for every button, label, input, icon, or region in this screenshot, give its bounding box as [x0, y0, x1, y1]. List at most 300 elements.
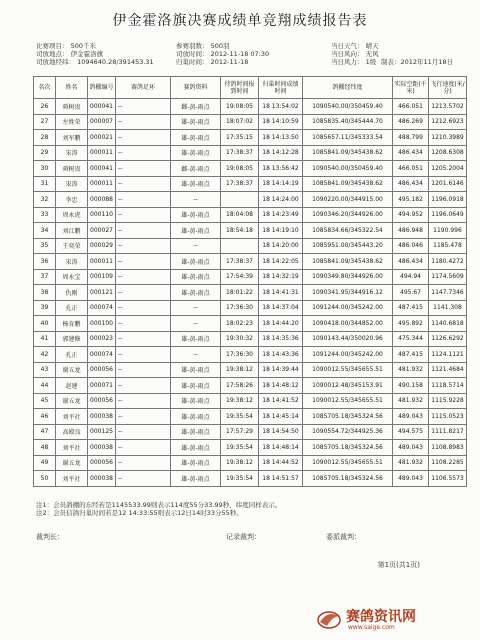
cell-rank: 35: [34, 238, 56, 254]
cell-arrival-time: 18 14:19:10: [259, 223, 303, 239]
cell-arrival-time: 18 14:39:44: [259, 362, 303, 378]
cell-loft-id: 000056: [88, 393, 116, 409]
cell-arrival-time: 18 14:23:49: [259, 207, 303, 223]
cell-report-time: 17:38:37: [221, 254, 259, 270]
cell-ring: --: [116, 440, 171, 456]
cell-bird-info: --: [171, 192, 221, 208]
cell-coords: 1085705.18/345324.56: [303, 471, 393, 487]
cell-bird-info: 雄-黄-雨点: [171, 455, 221, 471]
table-row: [34, 362, 467, 378]
cell-distance: 481.932: [393, 455, 429, 471]
cell-coords: 1090418.00/344852.00: [303, 316, 393, 332]
race-release-time: 司放时间： 2012-11-18 07:30: [176, 50, 270, 58]
cell-distance: 466.051: [393, 99, 429, 115]
cell-coords: 1090346.20/344926.00: [303, 207, 393, 223]
cell-bird-info: 雄-黄-雨点: [171, 223, 221, 239]
cell-name: 谢五龙: [56, 362, 88, 378]
cell-arrival-time: 18 14:24:00: [259, 192, 303, 208]
cell-rank: 31: [34, 176, 56, 192]
table-row: [34, 440, 467, 456]
report-title: 伊金霍洛旗决赛成绩单竞翔成绩报告表: [112, 13, 368, 29]
cell-speed: 1118.5714: [429, 378, 467, 394]
cell-report-time: 19:35:54: [221, 471, 259, 487]
cell-name: 刘江鹏: [56, 223, 88, 239]
cell-name: 赵建: [56, 378, 88, 394]
cell-name: 左姓荣: [56, 114, 88, 130]
cell-bird-info: 雌-黄-雨点: [171, 161, 221, 177]
cell-report-time: 17:38:37: [221, 145, 259, 161]
cell-bird-info: 雄-黄-雨点: [171, 362, 221, 378]
committee-label: 委派裁判：: [326, 533, 361, 541]
cell-ring: --: [116, 285, 171, 301]
cell-name: 王奕荣: [56, 238, 88, 254]
cell-speed: 1174.5609: [429, 269, 467, 285]
cell-name: 宋涛: [56, 145, 88, 161]
cell-ring: --: [116, 378, 171, 394]
cell-ring: --: [116, 455, 171, 471]
cell-arrival-time: 18 14:54:50: [259, 424, 303, 440]
cell-ring: --: [116, 362, 171, 378]
cell-rank: 42: [34, 347, 56, 363]
cell-coords: 1091244.00/345242.00: [303, 347, 393, 363]
cell-coords: 1085841.09/345438.62: [303, 145, 393, 161]
cell-bird-info: 雄-黄-雨点: [171, 393, 221, 409]
cell-rank: 47: [34, 424, 56, 440]
cell-name: 孔正: [56, 300, 88, 316]
cell-bird-info: 雄-黄-雨点: [171, 331, 221, 347]
watermark-name: 赛鸽资讯网: [346, 609, 416, 625]
cell-loft-id: 000121: [88, 285, 116, 301]
cell-name: 刘平社: [56, 440, 88, 456]
cell-name: 宋涛: [56, 254, 88, 270]
table-row: [34, 192, 467, 208]
table-row: [34, 269, 467, 285]
cell-rank: 29: [34, 145, 56, 161]
cell-speed: 1140.6818: [429, 316, 467, 332]
cell-arrival-time: 18 14:20:00: [259, 238, 303, 254]
cell-distance: 487.415: [393, 347, 429, 363]
cell-speed: 1208.6308: [429, 145, 467, 161]
cell-coords: 1090220.00/344915.00: [303, 192, 393, 208]
cell-coords: 1090554.72/344925.36: [303, 424, 393, 440]
cell-speed: 1205.2004: [429, 161, 467, 177]
table-row: [34, 99, 467, 115]
cell-rank: 46: [34, 409, 56, 425]
cell-speed: 1121.4684: [429, 362, 467, 378]
header-ring: 赛鸽足环: [116, 77, 171, 99]
cell-distance: 488.799: [393, 130, 429, 146]
cell-name: 高殿良: [56, 424, 88, 440]
cell-arrival-time: 18 14:44:52: [259, 455, 303, 471]
cell-ring: --: [116, 192, 171, 208]
cell-loft-id: 000029: [88, 238, 116, 254]
cell-arrival-time: 18 14:22:05: [259, 254, 303, 270]
cell-ring: --: [116, 223, 171, 239]
cell-distance: 486.269: [393, 114, 429, 130]
cell-report-time: 17:57:29: [221, 424, 259, 440]
cell-rank: 26: [34, 99, 56, 115]
race-loft: 司放地点： 伊金霍洛旗: [36, 50, 104, 58]
cell-report-time: 19:30:32: [221, 331, 259, 347]
cell-bird-info: 雌-黄-雨点: [171, 99, 221, 115]
cell-distance: 495.892: [393, 316, 429, 332]
cell-coords: 1090540.00/350459.40: [303, 161, 393, 177]
cell-report-time: 18:04:08: [221, 207, 259, 223]
cell-speed: 1111.8217: [429, 424, 467, 440]
cell-arrival-time: 18 13:56:42: [259, 161, 303, 177]
cell-report-time: 17:58:26: [221, 378, 259, 394]
table-row: [34, 285, 467, 301]
cell-name: 郭建修: [56, 331, 88, 347]
header-report-time: 待鸽时间报到时间: [221, 77, 259, 99]
header-speed: 飞行速度(米/分): [429, 77, 467, 99]
cell-arrival-time: 18 14:51:57: [259, 471, 303, 487]
table-row: [34, 378, 467, 394]
cell-speed: 1213.5702: [429, 99, 467, 115]
table-row: [34, 393, 467, 409]
table-header: [34, 77, 467, 99]
cell-loft-id: 000100: [88, 316, 116, 332]
cell-name: 舜树贵: [56, 161, 88, 177]
cell-distance: 486.434: [393, 176, 429, 192]
cell-distance: 475.344: [393, 331, 429, 347]
cell-loft-id: 000007: [88, 114, 116, 130]
cell-loft-id: 000041: [88, 99, 116, 115]
race-wind-force: 当日风力： 1级: [331, 58, 377, 66]
table-row: [34, 161, 467, 177]
cell-bird-info: --: [171, 316, 221, 332]
header-rank: 名次: [34, 77, 56, 99]
table-row: [34, 238, 467, 254]
cell-rank: 32: [34, 192, 56, 208]
results-body: [34, 99, 467, 487]
cell-bird-info: 雄-黄-雨点: [171, 269, 221, 285]
cell-report-time: 18:54:18: [221, 223, 259, 239]
cell-coords: 1085835.40/345444.70: [303, 114, 393, 130]
cell-speed: 1190.996: [429, 223, 467, 239]
cell-report-time: 17:54:39: [221, 269, 259, 285]
cell-ring: --: [116, 471, 171, 487]
cell-ring: --: [116, 207, 171, 223]
cell-arrival-time: 18 14:44:20: [259, 316, 303, 332]
table-row: [34, 176, 467, 192]
race-coords: 司放地经纬： 1094640.28/391453.31: [36, 58, 154, 66]
table-row: [34, 471, 467, 487]
cell-report-time: 17:38:37: [221, 176, 259, 192]
cell-arrival-time: 18 14:32:19: [259, 269, 303, 285]
cell-bird-info: 雄-黄-雨点: [171, 440, 221, 456]
table-row: [34, 409, 467, 425]
cell-ring: --: [116, 269, 171, 285]
header-coords: 鸽棚经纬度: [303, 77, 393, 99]
cell-arrival-time: 18 14:41:31: [259, 285, 303, 301]
cell-name: 谢五龙: [56, 393, 88, 409]
cell-name: 李忠: [56, 192, 88, 208]
cell-report-time: [221, 192, 259, 208]
cell-loft-id: 000074: [88, 300, 116, 316]
cell-speed: 1108.8983: [429, 440, 467, 456]
watermark: [316, 606, 466, 634]
cell-rank: 27: [34, 114, 56, 130]
cell-rank: 39: [34, 300, 56, 316]
cell-report-time: 19:35:54: [221, 409, 259, 425]
cell-ring: --: [116, 145, 171, 161]
cell-distance: 486.434: [393, 254, 429, 270]
cell-speed: 1196.0918: [429, 192, 467, 208]
cell-distance: 481.932: [393, 393, 429, 409]
cell-speed: 1212.6923: [429, 114, 467, 130]
cell-distance: 466.051: [393, 161, 429, 177]
cell-ring: --: [116, 347, 171, 363]
cell-coords: 1085705.18/345324.56: [303, 440, 393, 456]
cell-distance: 486.948: [393, 223, 429, 239]
cell-ring: --: [116, 424, 171, 440]
header-bird-info: 赛鸽资料: [171, 77, 221, 99]
cell-name: 刘平社: [56, 409, 88, 425]
cell-bird-info: 雄-黄-雨点: [171, 114, 221, 130]
watermark-url: www.saige.com: [348, 624, 395, 631]
cell-report-time: 19:38:12: [221, 393, 259, 409]
cell-arrival-time: 18 14:12:28: [259, 145, 303, 161]
notes: [36, 501, 456, 517]
cell-loft-id: 000125: [88, 424, 116, 440]
cell-loft-id: 000011: [88, 145, 116, 161]
cell-report-time: 19:38:12: [221, 362, 259, 378]
cell-distance: 494.575: [393, 424, 429, 440]
cell-report-time: 19:08:05: [221, 99, 259, 115]
cell-distance: 487.415: [393, 300, 429, 316]
cell-report-time: 18:07:02: [221, 114, 259, 130]
cell-coords: 1085657.11/345333.54: [303, 130, 393, 146]
cell-bird-info: --: [171, 300, 221, 316]
cell-arrival-time: 18 14:35:36: [259, 331, 303, 347]
cell-rank: 33: [34, 207, 56, 223]
cell-bird-info: 雄-黄-雨点: [171, 471, 221, 487]
cell-loft-id: 000109: [88, 269, 116, 285]
cell-report-time: [221, 238, 259, 254]
table-row: [34, 207, 467, 223]
cell-arrival-time: 18 14:48:14: [259, 440, 303, 456]
table-row: [34, 130, 467, 146]
cell-arrival-time: 18 14:45:14: [259, 409, 303, 425]
cell-name: 刘平社: [56, 471, 88, 487]
cell-rank: 34: [34, 223, 56, 239]
cell-rank: 28: [34, 130, 56, 146]
cell-distance: 486.046: [393, 238, 429, 254]
cell-loft-id: 000056: [88, 455, 116, 471]
cell-bird-info: --: [171, 347, 221, 363]
race-info: [36, 42, 456, 74]
race-entries: 参赛羽数： 500羽: [176, 42, 230, 50]
table-row: [34, 145, 467, 161]
cell-loft-id: 000088: [88, 192, 116, 208]
cell-speed: 1141.308: [429, 300, 467, 316]
cell-rank: 49: [34, 455, 56, 471]
cell-coords: 1085841.09/345438.62: [303, 254, 393, 270]
cell-ring: --: [116, 409, 171, 425]
cell-ring: --: [116, 176, 171, 192]
table-row: [34, 114, 467, 130]
cell-report-time: 19:35:54: [221, 440, 259, 456]
cell-name: 孔正: [56, 347, 88, 363]
cell-ring: --: [116, 316, 171, 332]
cell-bird-info: 雄-黄-雨点: [171, 378, 221, 394]
cell-rank: 30: [34, 161, 56, 177]
cell-ring: --: [116, 99, 171, 115]
header-loft-id: 鸽棚编号: [88, 77, 116, 99]
cell-report-time: 17:36:30: [221, 347, 259, 363]
referee-label: 裁判长：: [36, 533, 64, 541]
cell-speed: 1124.1121: [429, 347, 467, 363]
cell-rank: 40: [34, 316, 56, 332]
cell-bird-info: 雄-黄-雨点: [171, 130, 221, 146]
cell-name: 仇刚: [56, 285, 88, 301]
cell-report-time: 17:35:15: [221, 130, 259, 146]
cell-loft-id: 000027: [88, 223, 116, 239]
cell-distance: 494.94: [393, 269, 429, 285]
cell-loft-id: 000038: [88, 471, 116, 487]
cell-rank: 41: [34, 331, 56, 347]
table-row: [34, 424, 467, 440]
cell-arrival-time: 18 14:41:52: [259, 393, 303, 409]
cell-coords: 1085705.18/345324.56: [303, 409, 393, 425]
cell-distance: 490.158: [393, 378, 429, 394]
cell-coords: 1090341.95/344916.12: [303, 285, 393, 301]
cell-speed: 1126.6292: [429, 331, 467, 347]
cell-loft-id: 000071: [88, 378, 116, 394]
cell-bird-info: 雄-黄-雨点: [171, 254, 221, 270]
cell-bird-info: 雄-黄-雨点: [171, 176, 221, 192]
table-row: [34, 316, 467, 332]
cell-report-time: 17:36:30: [221, 300, 259, 316]
table-row: [34, 347, 467, 363]
cell-bird-info: 雄-黄-雨点: [171, 409, 221, 425]
table-row: [34, 254, 467, 270]
cell-distance: 489.043: [393, 440, 429, 456]
cell-coords: 1090349.80/344926.00: [303, 269, 393, 285]
cell-coords: 1090012.55/345655.51: [303, 455, 393, 471]
cell-bird-info: 雄-黄-雨点: [171, 285, 221, 301]
page-number: 第1页(共1页): [377, 561, 420, 569]
cell-rank: 45: [34, 393, 56, 409]
cell-rank: 44: [34, 378, 56, 394]
results-table: [33, 76, 467, 487]
cell-ring: --: [116, 114, 171, 130]
cell-name: 周永宝: [56, 269, 88, 285]
cell-ring: --: [116, 300, 171, 316]
cell-ring: --: [116, 254, 171, 270]
cell-bird-info: --: [171, 238, 221, 254]
cell-loft-id: 000056: [88, 362, 116, 378]
cell-coords: 1090540.00/350459.40: [303, 99, 393, 115]
cell-speed: 1196.0649: [429, 207, 467, 223]
cell-rank: 37: [34, 269, 56, 285]
cell-arrival-time: 18 14:37:04: [259, 300, 303, 316]
cell-distance: 481.932: [393, 362, 429, 378]
note-2: 注2：会员信鸽归巢时间若是12 14:33:55则表示12日14时33分55秒。: [36, 509, 243, 517]
cell-loft-id: 000074: [88, 347, 116, 363]
cell-loft-id: 000041: [88, 161, 116, 177]
cell-distance: 495.67: [393, 285, 429, 301]
cell-ring: --: [116, 130, 171, 146]
cell-bird-info: 雄-黄-雨点: [171, 145, 221, 161]
recorder-label: 记录裁判：: [226, 533, 261, 541]
cell-speed: 1180.4272: [429, 254, 467, 270]
cell-bird-info: 雄-黄-雨点: [171, 207, 221, 223]
cell-loft-id: 000011: [88, 176, 116, 192]
cell-name: 周永虎: [56, 207, 88, 223]
cell-name: 舜树贵: [56, 99, 88, 115]
cell-arrival-time: 18 14:14:19: [259, 176, 303, 192]
cell-report-time: 19:08:05: [221, 161, 259, 177]
race-project: 比赛项目： 500千米: [36, 42, 96, 50]
cell-speed: 1108.2285: [429, 455, 467, 471]
race-return-time: 归巢时间： 2012-11-18: [176, 58, 249, 66]
cell-coords: 1090012.55/345655.51: [303, 362, 393, 378]
cell-coords: 1085834.66/345322.54: [303, 223, 393, 239]
cell-ring: --: [116, 331, 171, 347]
cell-ring: --: [116, 238, 171, 254]
cell-name: 谢五龙: [56, 455, 88, 471]
cell-loft-id: 000023: [88, 331, 116, 347]
cell-speed: 1115.0523: [429, 409, 467, 425]
cell-coords: 1091244.00/345242.00: [303, 300, 393, 316]
cell-speed: 1106.5573: [429, 471, 467, 487]
cell-loft-id: 000038: [88, 440, 116, 456]
cell-report-time: 18:01:22: [221, 285, 259, 301]
cell-name: 杨育鹏: [56, 316, 88, 332]
cell-rank: 50: [34, 471, 56, 487]
cell-report-time: 19:38:12: [221, 455, 259, 471]
note-1: 注1：会员鸽棚的东经若是1145533.99则表示114度55分33.99秒，纬度同样表示。: [36, 501, 282, 509]
cell-coords: 1090012.48/345153.91: [303, 378, 393, 394]
cell-speed: 1185.478: [429, 238, 467, 254]
cell-report-time: 18:02:23: [221, 316, 259, 332]
table-row: [34, 300, 467, 316]
cell-rank: 43: [34, 362, 56, 378]
cell-distance: 489.043: [393, 471, 429, 487]
cell-loft-id: 000038: [88, 409, 116, 425]
cell-arrival-time: 18 14:10:59: [259, 114, 303, 130]
header-arrival-time: 归巢时间成绩时间: [259, 77, 303, 99]
cell-ring: --: [116, 161, 171, 177]
cell-speed: 1147.7346: [429, 285, 467, 301]
cell-coords: 1090143.44/350020.96: [303, 331, 393, 347]
cell-rank: 38: [34, 285, 56, 301]
cell-coords: 1090012.55/345655.51: [303, 393, 393, 409]
pigeon-logo-icon: [316, 606, 342, 632]
race-report-date: 制表：2012年11月18日: [381, 58, 454, 66]
cell-bird-info: 雄-黄-雨点: [171, 424, 221, 440]
cell-arrival-time: 18 13:54:02: [259, 99, 303, 115]
cell-name: 宋涛: [56, 176, 88, 192]
table-row: [34, 331, 467, 347]
race-wind: 当日风向： 无风: [331, 50, 379, 58]
race-weather: 当日天气： 晴天: [331, 42, 379, 50]
cell-arrival-time: 18 14:43:36: [259, 347, 303, 363]
cell-arrival-time: 18 14:13:50: [259, 130, 303, 146]
table-row: [34, 223, 467, 239]
cell-coords: 1085841.09/345438.62: [303, 176, 393, 192]
cell-distance: 486.434: [393, 145, 429, 161]
cell-name: 刘军鹏: [56, 130, 88, 146]
header-name: 姓名: [56, 77, 88, 99]
cell-distance: 495.182: [393, 192, 429, 208]
cell-rank: 48: [34, 440, 56, 456]
cell-speed: 1115.9228: [429, 393, 467, 409]
cell-loft-id: 000110: [88, 207, 116, 223]
cell-speed: 1201.6146: [429, 176, 467, 192]
